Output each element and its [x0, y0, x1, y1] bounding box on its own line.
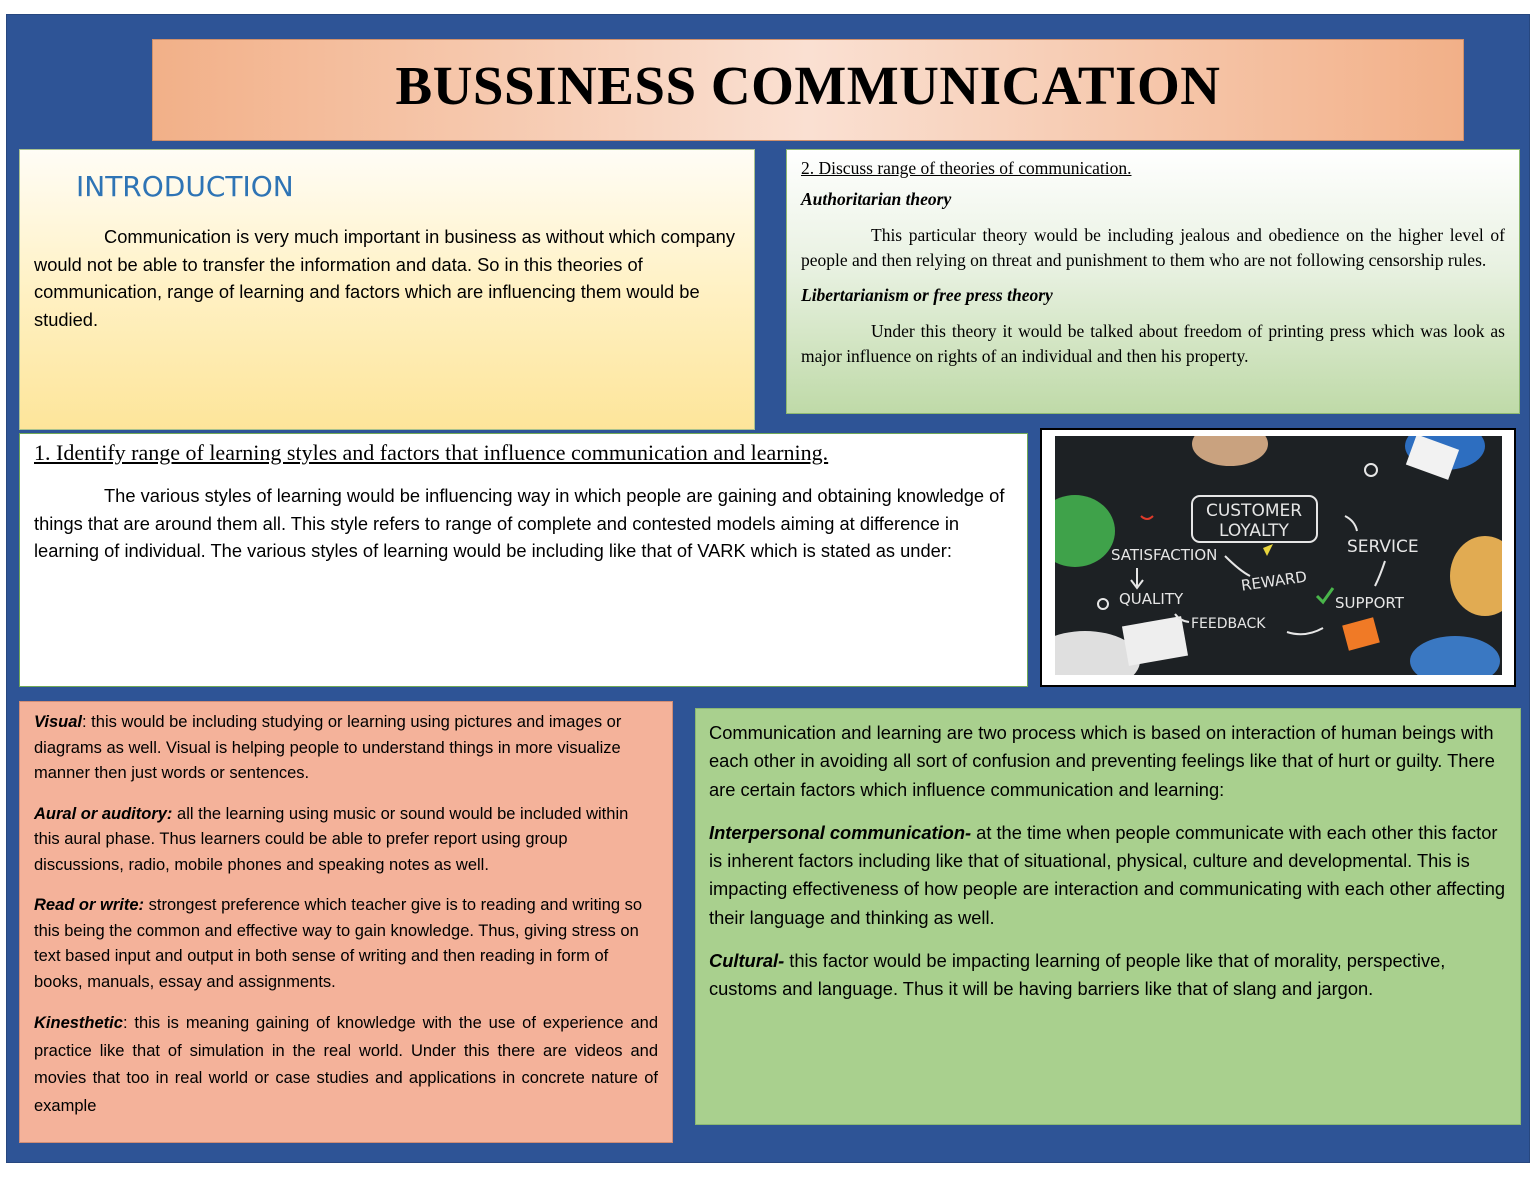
style-separator: : [82, 713, 87, 731]
title-banner [152, 39, 1464, 141]
factor-item [709, 947, 1506, 1004]
chalk-label: SATISFACTION [1111, 546, 1218, 564]
factor-text: at the time when people communicate with each other this factor is inherent factors including like that of situational, physical, culture and developmental. This is impacting effectiveness of how people are interaction and communicating with each other affecting their language and thinking as well. [709, 821, 1506, 928]
style-separator: : [122, 1014, 128, 1032]
customer-loyalty-image [1040, 428, 1516, 687]
factors-panel [695, 708, 1521, 1125]
style-text: this would be including studying or learning using pictures and images or diagrams as well. Visual is helping people to understand things in more visualize manner then just words or sentences. [34, 713, 622, 782]
chalk-label: FEEDBACK [1191, 616, 1266, 632]
factors-intro: Communication and learning are two process which is based on interaction of human beings with each other in avoiding all sort of confusion and preventing feelings like that of hurt or guilty. There are certain factors which influence communication and learning: [709, 722, 1495, 800]
poster-background [7, 15, 1529, 1162]
chalkboard-illustration [1055, 436, 1502, 675]
factor-item [709, 819, 1506, 932]
theories-panel [786, 149, 1520, 414]
learning-styles-heading: 1. Identify range of learning styles and factors that influence communication and learning. [34, 440, 829, 465]
introduction-text: Communication is very much important in business as without which company would not be able to transfer the information and data. So in this theories of communication, range of learning and factors which are influencing them would be studied. [34, 226, 735, 330]
style-item [34, 710, 658, 787]
style-term: Read or write: [34, 896, 145, 914]
theory-title: Authoritarian theory [801, 189, 952, 209]
style-item [34, 893, 658, 995]
chalk-label: REWARD [1239, 567, 1308, 595]
chalk-label: LOYALTY [1219, 521, 1289, 541]
theory-text: Under this theory it would be talked about freedom of printing press which was look as major influence on rights of an individual and then his property. [801, 321, 1505, 366]
style-text: this is meaning gaining of knowledge with the use of experience and practice like that of simulation in the real world. Under this there are videos and movies that too in real world or case studies and applications in concrete nature of example [34, 1014, 658, 1115]
learning-styles-text: The various styles of learning would be influencing way in which people are gaining and obtaining knowledge of things that are around them all. This style refers to range of complete and contested models aiming at difference in learning of individual. The various styles of learning would be including like that of VARK which is stated as under: [34, 485, 1005, 561]
learning-styles-panel [19, 433, 1028, 687]
vark-styles-panel [19, 701, 673, 1143]
chalk-label: CUSTOMER [1205, 501, 1303, 521]
theory-text: This particular theory would be including jealous and obedience on the higher level of people and then relying on threat and punishment to them who are not following censorship rules. [801, 225, 1505, 270]
style-text: all the learning using music or sound would be included within this aural phase. Thus learners could be able to prefer report using group discussions, radio, mobile phones and speaking notes as well. [34, 804, 629, 874]
theories-heading: 2. Discuss range of theories of communication. [801, 158, 1132, 178]
style-term: Kinesthetic [34, 1014, 123, 1032]
chalk-label: SERVICE [1347, 537, 1419, 557]
factor-text: this factor would be impacting learning of people like that of morality, perspective, customs and language. Thus it will be having barriers like that of slang and jargon. [709, 950, 1446, 1000]
factor-term: Cultural- [709, 950, 785, 972]
style-item [34, 1010, 658, 1120]
factor-term: Interpersonal communication- [709, 821, 972, 843]
style-item [34, 802, 658, 879]
chalk-label: QUALITY [1119, 590, 1184, 608]
introduction-heading: INTRODUCTION [76, 170, 294, 203]
style-text: strongest preference which teacher give is to reading and writing so this being the common and effective way to gain knowledge. Thus, giving stress on text based input and output in both sense of writing and then reading in form of books, manuals, essay and assignments. [34, 896, 643, 991]
page-title: BUSSINESS COMMUNICATION [395, 55, 1221, 116]
style-term: Visual [34, 713, 82, 731]
theory-title: Libertarianism or free press theory [801, 285, 1053, 305]
style-term: Aural or auditory: [34, 804, 173, 823]
introduction-panel [19, 149, 755, 430]
chalk-label: SUPPORT [1335, 594, 1404, 612]
